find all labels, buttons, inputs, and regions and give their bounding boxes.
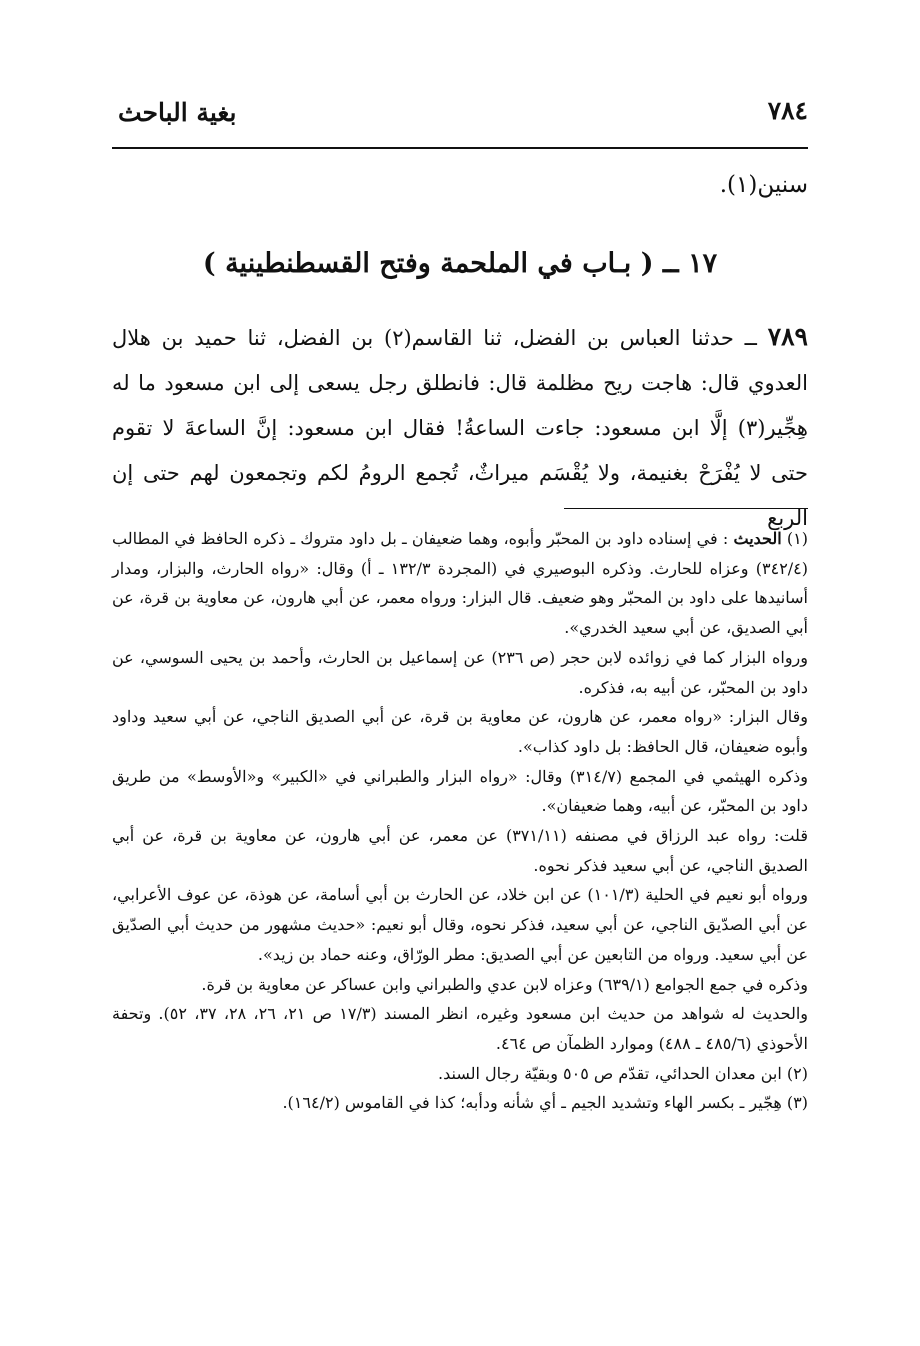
footnote-paragraph: والحديث له شواهد من حديث ابن مسعود وغيره، انظر المسند (١٧/٣ ص ٢١، ٢٦، ٢٨، ٣٧، ٥٢). وتحفة الأحوذي (٤٨٥/٦ ـ ٤٨٨) وموارد الظمآن ص ٤٦٤.: [112, 1004, 809, 1053]
footnotes: [112, 524, 808, 1118]
footnote-paragraph: ورواه أبو نعيم في الحلية (١٠١/٣) عن ابن خلاد، عن الحارث بن أبي أسامة، عن هوذة، عن عوف الأعرابي، عن أبي الصدّيق الناجي، عن أبي سعيد، فذكر نحوه، وقال أبو نعيم: «حديث مشهور من حديث أبي الصدّيق عن أبي سعيد. ورواه من التابعين عن أبي الصديق: مطر الورّاق، وعنه حماد بن زيد».: [112, 885, 809, 964]
hadith-text: ــ حدثنا العباس بن الفضل، ثنا القاسم(٢) بن الفضل، ثنا حميد بن هلال العدوي قال: هاجت ريح مظلمة قال: فانطلق رجل يسعى إلى ابن مسعود ما له هِجِّير(٣) إلَّا ابن مسعود: جاءت الساعةُ! فقال ابن مسعود: إنَّ الساعةَ لا تقوم حتى لا يُفْرَحْ بغنيمة، ولا يُقْسَم ميراثٌ، تُجمع الرومُ لكم وتجمعون لهم حتى إن الربع: [112, 326, 808, 530]
footnote-paragraph: ورواه البزار كما في زوائده لابن حجر (ص ٢٣٦) عن إسماعيل بن الحارث، وأحمد بن يحيى السوسي، عن داود بن المحبّر، عن أبيه به، فذكره.: [112, 647, 808, 697]
footnote-paragraph: وذكره الهيثمي في المجمع (٣١٤/٧) وقال: «رواه البزار والطبراني في «الكبير» و«الأوسط» من طريق داود بن المحبّر، عن أبيه، وهما ضعيفان».: [112, 766, 808, 816]
footnote-paragraph: وقال البزار: «رواه معمر، عن هارون، عن معاوية بن قرة، عن أبي الصديق الناجي، عن أبي سعيد وداود وأبوه ضعيفان، قال الحافظ: بل داود كذاب».: [112, 707, 808, 756]
running-header-title: بغية الباحث: [118, 98, 237, 127]
footnote-paragraph: (٢) ابن معدان الحدائي، تقدّم ص ٥٠٥ وبقيّة رجال السند.: [438, 1063, 808, 1083]
footnote-divider: [564, 508, 808, 509]
previous-text-tail: سنين(١).: [719, 172, 808, 198]
footnote-paragraph: قلت: رواه عبد الرزاق في مصنفه (٣٧١/١١) عن معمر، عن أبي هارون، عن معاوية بن قرة، عن أبي الصديق الناجي، عن أبي سعيد فذكر نحوه.: [112, 826, 808, 875]
header-divider: [112, 147, 808, 149]
footnote-paragraph: وذكره في جمع الجوامع (٦٣٩/١) وعزاه لابن عدي والطبراني وابن عساكر عن معاوية بن قرة.: [201, 974, 808, 994]
chapter-heading: ١٧ ــ ( بـاب في الملحمة وفتح القسطنطينية ): [202, 248, 718, 279]
footnote-paragraph: (١) الحديث : في إسناده داود بن المحبّر وأبوه، وهما ضعيفان ـ بل داود متروك ـ ذكره الحافظ في المطالب (٣٤٢/٤) وعزاه للحارث. وذكره البوصيري في (المجردة ١٣٢/٣ ـ أ) وقال: «رواه الحارث، والبزار، ومدار أسانيدها على داود بن المحبّر وهو ضعيف. قال البزار: ورواه معمر، عن أبي هارون، عن معاوية بن قرة، عن أبي الصديق، عن أبي سعيد الخدري».: [112, 529, 809, 638]
footnote-paragraph: (٣) هِجّير ـ بكسر الهاء وتشديد الجيم ـ أي شأنه ودأبه؛ كذا في القاموس (١٦٤/٢).: [282, 1093, 808, 1113]
hadith-paragraph: [112, 314, 808, 541]
hadith-number: ٧٨٩: [767, 322, 808, 351]
page-number: ٧٨٤: [767, 96, 808, 125]
